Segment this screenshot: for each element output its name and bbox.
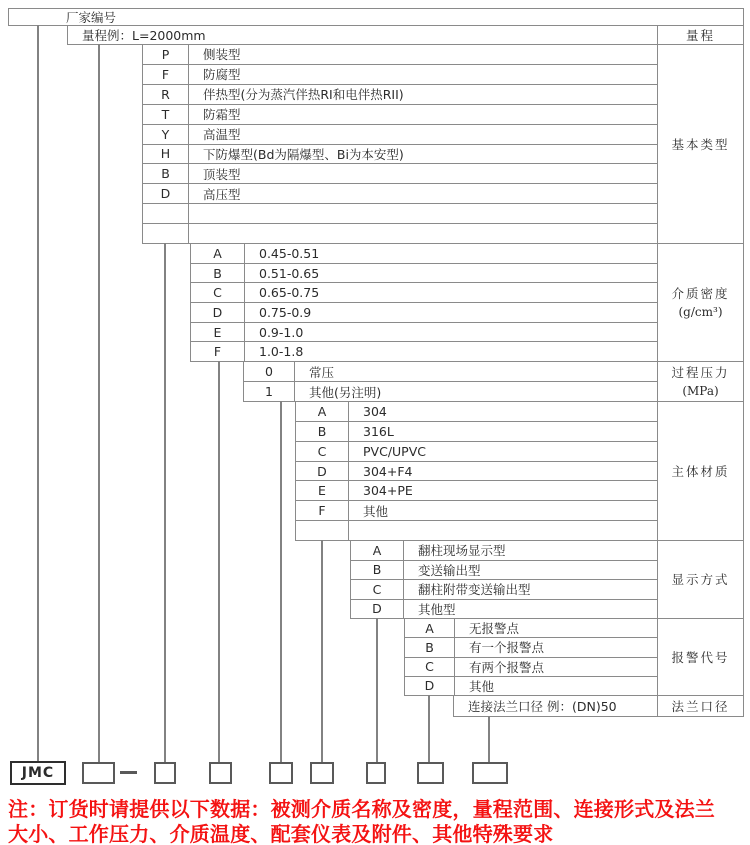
table-row: [191, 264, 657, 284]
band-medium-density: [190, 243, 658, 362]
table-row: [191, 342, 657, 361]
desc-cell: 其他: [469, 678, 495, 694]
table-row: [143, 125, 657, 145]
code-cell: A: [405, 619, 455, 637]
flange-row: [453, 695, 658, 717]
table-row: [296, 442, 657, 462]
desc-cell: 304+PE: [363, 483, 413, 499]
code-cell: D: [296, 462, 349, 481]
code-cell: C: [351, 580, 404, 599]
order-note-line1: 注：订货时请提供以下数据：被测介质名称及密度，量程范围、连接形式及法兰: [8, 797, 715, 821]
connector-line: [164, 243, 166, 763]
code-cell: D: [191, 303, 245, 322]
table-row: [244, 382, 657, 401]
separator-dash: [120, 771, 137, 774]
code-box-range: [82, 762, 115, 784]
code-cell: R: [143, 85, 189, 104]
connector-line: [376, 618, 378, 763]
desc-cell: 变送输出型: [418, 562, 481, 578]
table-row: [191, 283, 657, 303]
connector-line: [218, 361, 220, 763]
code-box-body-material: [310, 762, 334, 784]
desc-cell: 有一个报警点: [469, 640, 545, 656]
desc-cell: 0.65-0.75: [259, 285, 320, 301]
table-row: [296, 521, 657, 540]
code-cell: [143, 224, 189, 243]
table-row: [143, 85, 657, 105]
range-example-row: [67, 25, 658, 45]
table-row: [405, 677, 657, 695]
table-row: [143, 145, 657, 165]
connector-line: [37, 25, 39, 763]
desc-cell: 高温型: [203, 127, 241, 143]
label-basic-type: 基本类型: [657, 44, 744, 244]
desc-cell: 0.75-0.9: [259, 304, 312, 320]
desc-cell: 翻柱现场显示型: [418, 543, 506, 559]
desc-cell: 304+F4: [363, 463, 413, 479]
code-cell: B: [191, 264, 245, 283]
table-row: [191, 303, 657, 323]
table-row: [351, 580, 657, 600]
label-process-pressure: 过程压力 (MPa): [657, 361, 744, 402]
desc-cell: [189, 204, 657, 223]
desc-cell: 防腐型: [203, 67, 241, 83]
code-cell: B: [143, 164, 189, 183]
code-cell: E: [296, 481, 349, 500]
band-body-material: [295, 401, 658, 541]
desc-cell: 侧装型: [203, 47, 241, 63]
band-alarm-code: [404, 618, 658, 696]
desc-cell: 翻柱附带变送输出型: [418, 582, 531, 598]
table-row: [296, 402, 657, 422]
code-cell: F: [143, 65, 189, 84]
table-row: [405, 658, 657, 677]
order-note-line2: 大小、工作压力、介质温度、配套仪表及附件、其他特殊要求: [8, 822, 554, 845]
band-basic-type: [142, 44, 658, 244]
label-display-mode: 显示方式: [657, 540, 744, 619]
table-row: [351, 561, 657, 581]
code-cell: 1: [244, 382, 295, 401]
table-row: [405, 638, 657, 657]
table-row: [351, 541, 657, 561]
code-cell: D: [351, 600, 404, 619]
code-cell: P: [143, 45, 189, 64]
label-body-material: 主体材质: [657, 401, 744, 541]
table-row: [191, 323, 657, 343]
code-cell: F: [191, 342, 245, 361]
desc-cell: 其他(另注明): [309, 384, 382, 400]
table-row: [143, 65, 657, 85]
code-cell: C: [191, 283, 245, 302]
table-row: [143, 184, 657, 204]
code-cell: D: [143, 184, 189, 203]
table-row: [244, 362, 657, 382]
table-row: [143, 204, 657, 224]
desc-cell: 0.45-0.51: [259, 245, 320, 261]
band-display-mode: [350, 540, 658, 619]
label-medium-density: 介质密度 (g/cm³): [657, 243, 744, 362]
order-note: [8, 797, 748, 845]
desc-cell: 1.0-1.8: [259, 344, 304, 360]
code-box-medium-density: [209, 762, 232, 784]
code-cell: T: [143, 105, 189, 124]
code-cell: C: [296, 442, 349, 461]
table-row: [351, 600, 657, 619]
code-cell: B: [405, 638, 455, 656]
table-row: [143, 105, 657, 125]
code-cell: A: [296, 402, 349, 421]
code-cell: E: [191, 323, 245, 342]
table-row: [191, 244, 657, 264]
table-row: [143, 45, 657, 65]
connector-line: [280, 401, 282, 763]
desc-cell: 316L: [363, 423, 394, 439]
code-box-alarm-code: [417, 762, 444, 784]
desc-cell: 0.51-0.65: [259, 265, 320, 281]
label-flange: 法兰口径: [657, 695, 744, 717]
code-box-flange: [472, 762, 508, 784]
code-cell: A: [191, 244, 245, 263]
code-cell: 0: [244, 362, 295, 381]
desc-cell: PVC/UPVC: [363, 443, 426, 459]
table-row: [296, 422, 657, 442]
label-range: 量程: [657, 25, 744, 45]
code-cell: [296, 521, 349, 540]
desc-cell: 防霜型: [203, 107, 241, 123]
desc-cell: 常压: [309, 364, 335, 380]
desc-cell: 304: [363, 403, 387, 419]
band-process-pressure: [243, 361, 658, 402]
desc-cell: 无报警点: [469, 621, 520, 637]
desc-cell: [349, 521, 657, 540]
desc-cell: [189, 224, 657, 243]
desc-cell: 其他: [363, 503, 389, 519]
connector-line: [98, 44, 100, 763]
desc-cell: 其他型: [418, 601, 456, 617]
desc-cell: 顶装型: [203, 166, 241, 182]
desc-cell: 0.9-1.0: [259, 324, 304, 340]
desc-cell: 有两个报警点: [469, 659, 545, 675]
range-example-text: 量程例：L=2000mm: [82, 28, 206, 43]
model-prefix-box: JMC: [10, 761, 66, 785]
code-box-display-mode: [366, 762, 386, 784]
table-row: [405, 619, 657, 638]
table-row: [143, 224, 657, 243]
code-box-process-pressure: [269, 762, 293, 784]
label-alarm-code: 报警代号: [657, 618, 744, 696]
code-cell: A: [351, 541, 404, 560]
code-cell: D: [405, 677, 455, 695]
table-row: [296, 501, 657, 521]
connector-line: [428, 695, 430, 763]
desc-cell: 高压型: [203, 186, 241, 202]
code-cell: B: [351, 561, 404, 580]
table-row: [296, 462, 657, 482]
factory-code-label: 厂家编号: [66, 10, 117, 25]
code-cell: C: [405, 658, 455, 676]
desc-cell: 伴热型(分为蒸汽伴热RI和电伴热RII): [203, 87, 404, 103]
code-box-basic-type: [154, 762, 176, 784]
code-cell: B: [296, 422, 349, 441]
desc-cell: 下防爆型(Bd为隔爆型、Bi为本安型): [203, 146, 404, 162]
code-cell: Y: [143, 125, 189, 144]
code-cell: F: [296, 501, 349, 520]
table-row: [296, 481, 657, 501]
table-row: [143, 164, 657, 184]
code-cell: H: [143, 145, 189, 164]
connector-line: [488, 716, 490, 763]
factory-code-box: [8, 8, 744, 26]
flange-text: 连接法兰口径 例：(DN)50: [468, 699, 617, 714]
connector-line: [321, 540, 323, 763]
code-cell: [143, 204, 189, 223]
